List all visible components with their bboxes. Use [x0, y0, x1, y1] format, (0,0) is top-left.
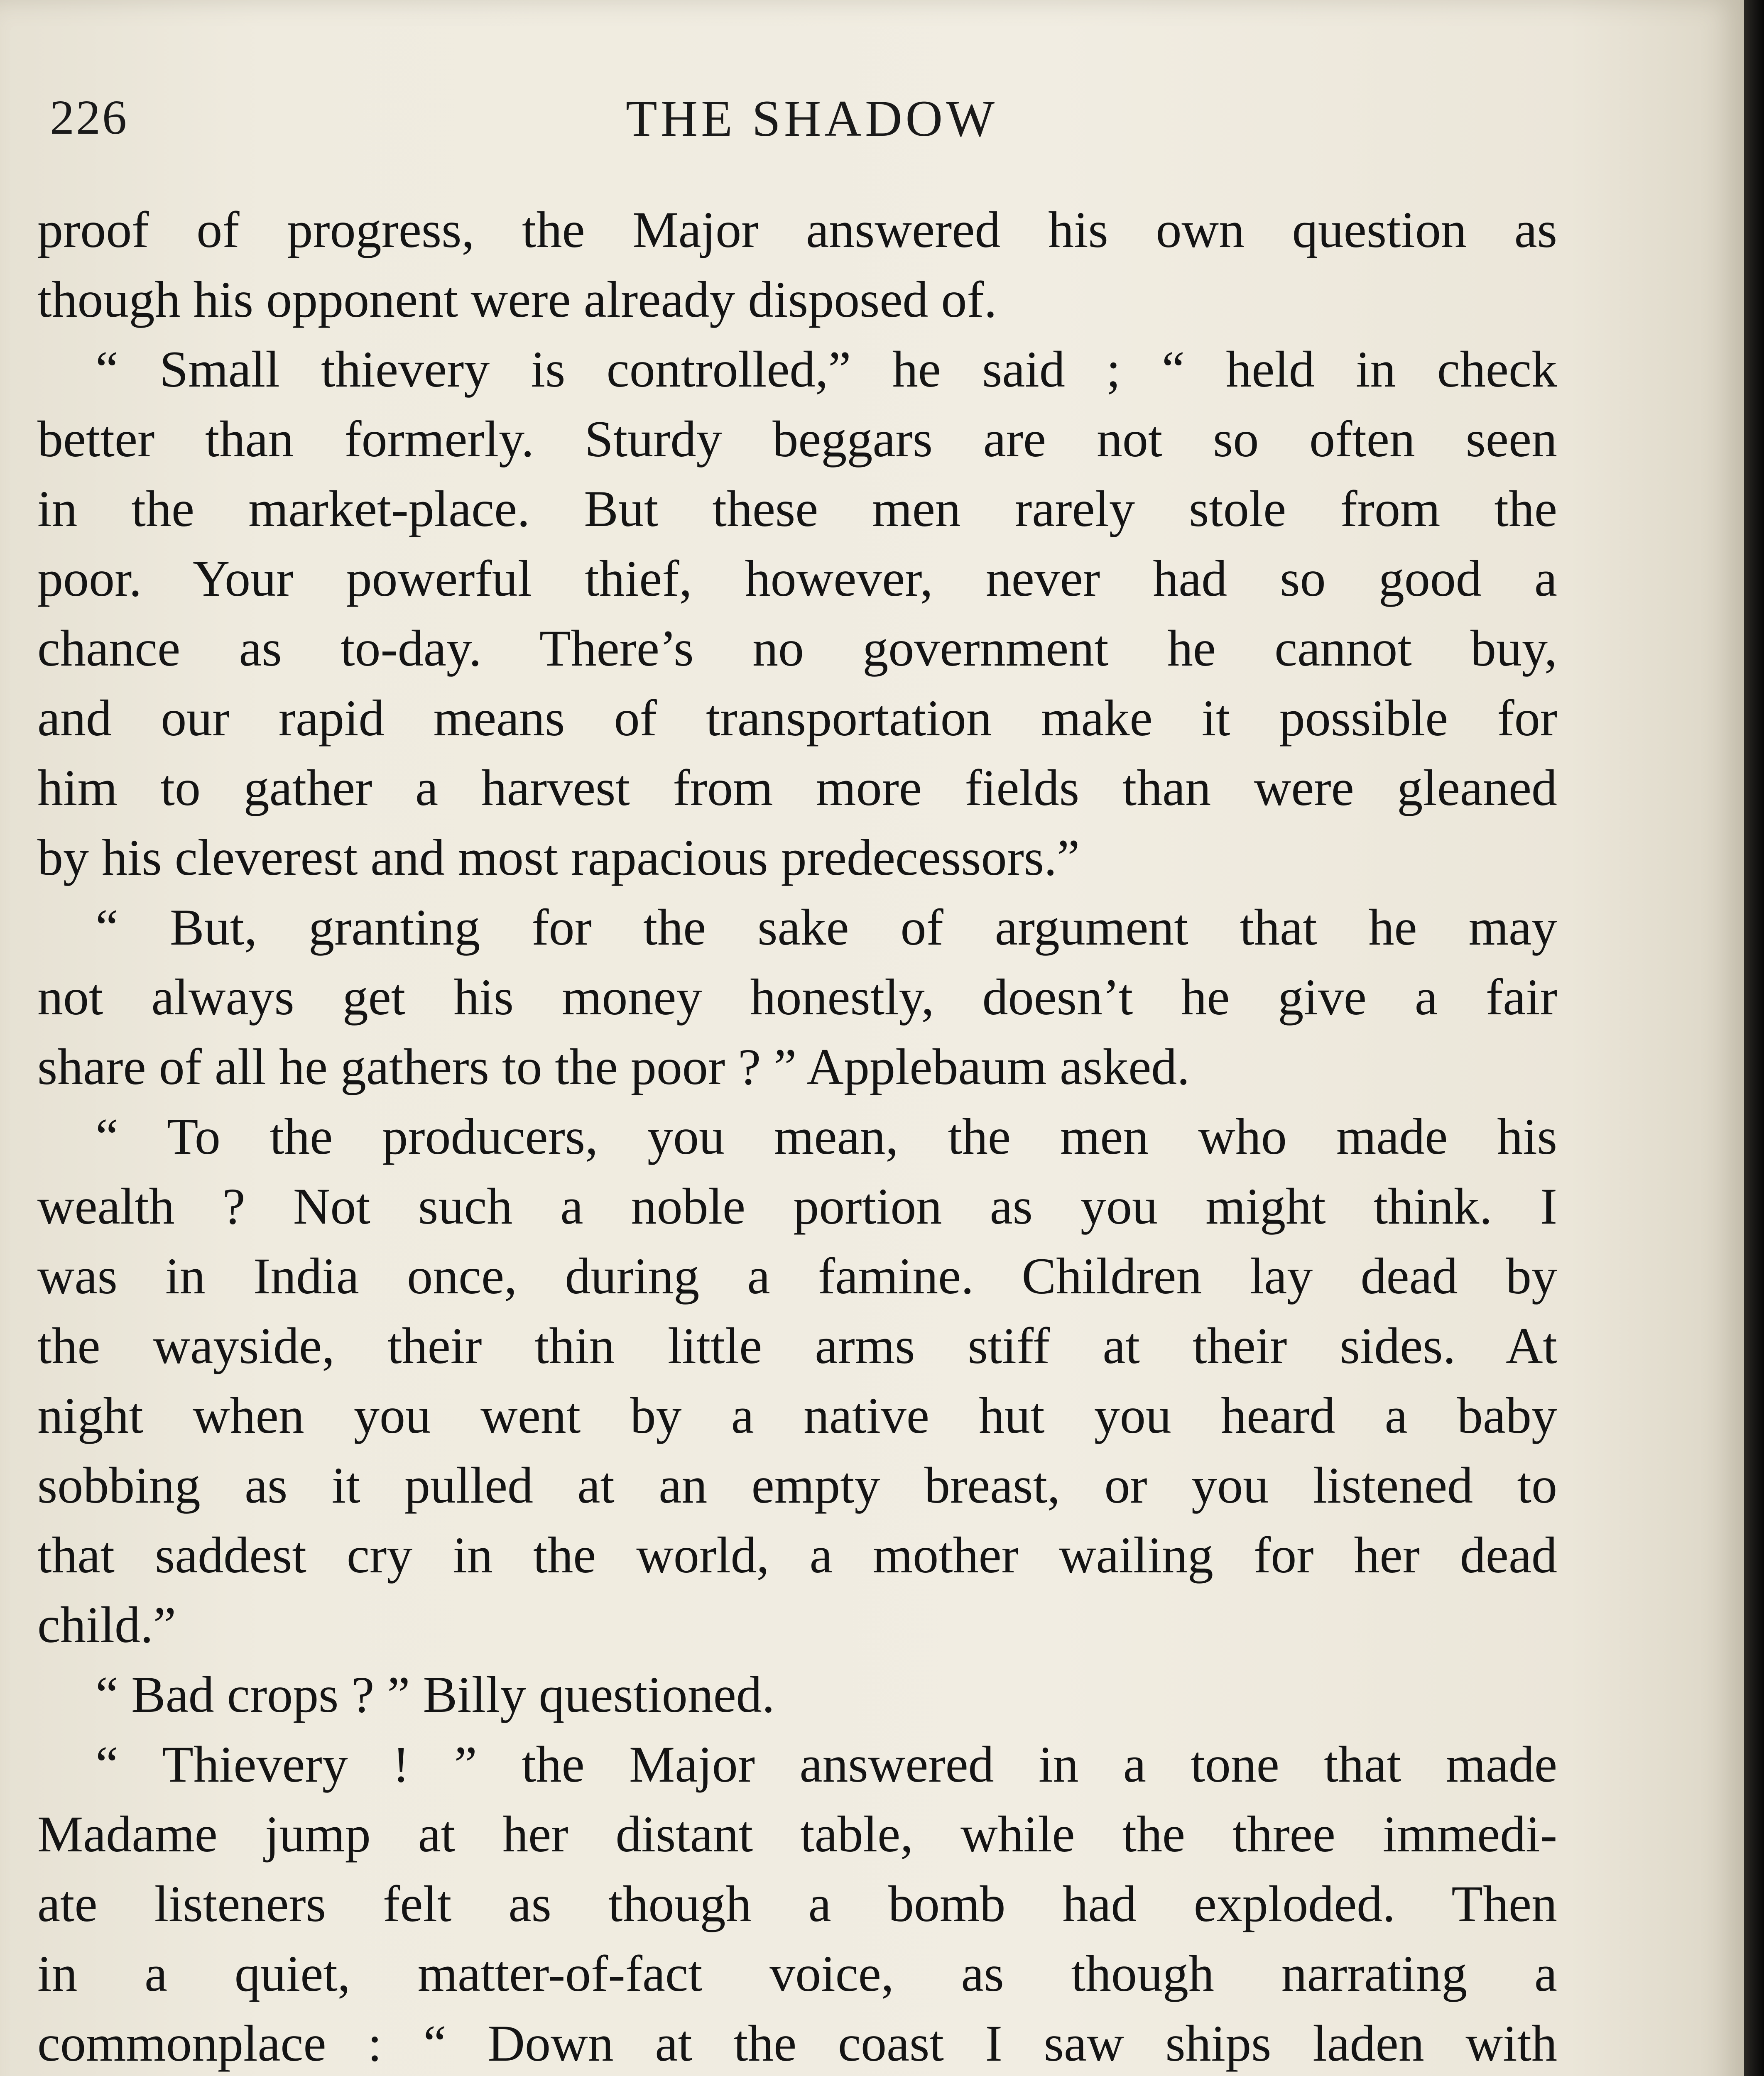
book-spine-edge [1744, 0, 1764, 2076]
text-line: night when you went by a native hut you heard a baby [37, 1387, 1557, 1444]
body-text [37, 195, 1557, 2076]
text-line: not always get his money honestly, doesn’t he give a fair [37, 969, 1557, 1026]
text-line: was in India once, during a famine. Children lay dead by [37, 1248, 1557, 1305]
text-line: in a quiet, matter-of-fact voice, as though narrating a [37, 1945, 1557, 2002]
running-title: THE SHADOW [625, 90, 998, 147]
text-line: sobbing as it pulled at an empty breast, or you listened to [37, 1457, 1557, 1514]
text-line: ate listeners felt as though a bomb had exploded. Then [37, 1875, 1557, 1932]
text-line: “ But, granting for the sake of argument that he may [96, 899, 1557, 956]
text-line: wealth ? Not such a noble portion as you might think. I [37, 1178, 1557, 1235]
text-line: in the market-place. But these men rarely stole from the [37, 480, 1557, 537]
text-line: share of all he gathers to the poor ? ” Applebaum asked. [37, 1038, 1190, 1095]
text-line: better than formerly. Sturdy beggars are not so often seen [37, 411, 1557, 468]
text-line: and our rapid means of transportation make it possible for [37, 690, 1557, 747]
text-line: that saddest cry in the world, a mother wailing for her dead [37, 1527, 1557, 1584]
text-line: the wayside, their thin little arms stiff at their sides. At [37, 1317, 1557, 1374]
page-header [37, 89, 1557, 172]
text-line: “ Small thievery is controlled,” he said ; “ held in check [96, 341, 1557, 398]
text-line: “ To the producers, you mean, the men who made his [96, 1108, 1557, 1165]
text-line: Madame jump at her distant table, while the three immedi- [37, 1806, 1557, 1863]
text-line: poor. Your powerful thief, however, never had so good a [37, 550, 1557, 607]
text-line: proof of progress, the Major answered his own question as [37, 201, 1557, 258]
text-line: “ Bad crops ? ” Billy questioned. [96, 1666, 775, 1723]
text-line: child.” [37, 1596, 176, 1653]
text-line: though his opponent were already disposed of. [37, 271, 997, 328]
text-line: him to gather a harvest from more fields than were gleaned [37, 759, 1557, 816]
text-line: commonplace : “ Down at the coast I saw ships laden with [37, 2015, 1557, 2072]
text-line: “ Thievery ! ” the Major answered in a tone that made [96, 1736, 1557, 1793]
page-number: 226 [50, 90, 128, 144]
text-line: by his cleverest and most rapacious predecessors.” [37, 829, 1080, 886]
text-line: chance as to-day. There’s no government he cannot buy, [37, 620, 1557, 677]
